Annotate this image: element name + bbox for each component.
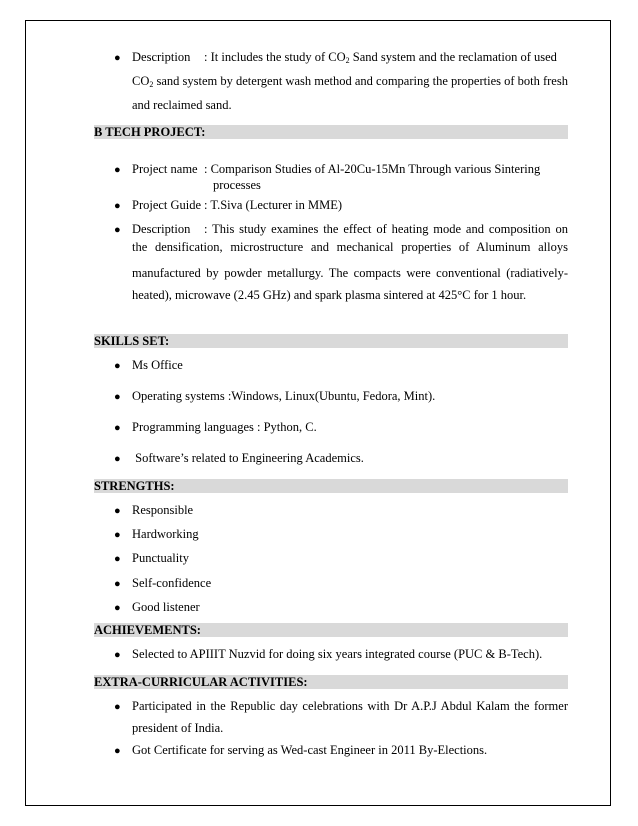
project-description-line1: : This study examines the effect of heating mode and composition on: [204, 222, 568, 236]
strength-item: Punctuality: [132, 551, 189, 565]
bullet: ●: [114, 505, 121, 517]
extracurricular-item1-line1: Participated in the Republic day celebrations with Dr A.P.J Abdul Kalam the former: [132, 699, 568, 713]
extracurricular-item1-line2: president of India.: [132, 721, 224, 735]
section-heading-skills: SKILLS SET:: [94, 334, 568, 348]
intro-description-line3: and reclaimed sand.: [132, 98, 232, 112]
section-heading-achievements: ACHIEVEMENTS:: [94, 623, 568, 637]
intro-description-line1: : It includes the study of $CO_2$ Sand system and the reclamation of used: [204, 50, 557, 65]
strength-item: Good listener: [132, 600, 200, 614]
bullet: ●: [114, 52, 121, 64]
bullet: ●: [114, 391, 121, 403]
bullet: ●: [114, 360, 121, 372]
project-description-line3: manufactured by powder metallurgy. The compacts were conventional (radiatively-: [132, 266, 568, 280]
project-guide-label: Project Guide: [132, 198, 202, 212]
extracurricular-item2: Got Certificate for serving as Wed-cast Engineer in 2011 By-Elections.: [132, 743, 488, 757]
project-name-value: : Comparison Studies of Al-20Cu-15Mn Through various Sintering: [204, 162, 541, 176]
project-description-line4: heated), microwave (2.45 GHz) and spark plasma sintered at 425°C for 1 hour.: [132, 288, 527, 302]
bullet: ●: [114, 602, 121, 614]
section-heading-strengths: STRENGTHS:: [94, 479, 568, 493]
section-heading-extracurricular: EXTRA-CURRICULAR ACTIVITIES:: [94, 675, 568, 689]
strength-item: Self-confidence: [132, 576, 212, 590]
intro-description-line2: $CO_2$ sand system by detergent wash method and comparing the properties of both fresh: [132, 74, 568, 89]
bullet: ●: [114, 422, 121, 434]
bullet: ●: [114, 200, 121, 212]
bullet: ●: [114, 453, 121, 465]
skill-item: Programming languages : Python, C.: [132, 420, 317, 434]
project-guide-value: : T.Siva (Lecturer in MME): [204, 198, 343, 212]
bullet: ●: [114, 529, 121, 541]
project-description-line2: the densification, microstructure and mechanical properties of Aluminum alloys: [132, 240, 568, 254]
bullet: ●: [114, 578, 121, 590]
bullet: ●: [114, 745, 121, 757]
bullet: ●: [114, 224, 121, 236]
bullet: ●: [114, 164, 121, 176]
intro-description-label: Description: [132, 50, 191, 64]
strength-item: Responsible: [132, 503, 194, 517]
skill-item: Software’s related to Engineering Academics.: [132, 451, 364, 465]
achievement-item: Selected to APIIIT Nuzvid for doing six years integrated course (PUC & B-Tech).: [132, 647, 543, 661]
bullet: ●: [114, 701, 121, 713]
section-heading-btech: B TECH PROJECT:: [94, 125, 568, 139]
project-name-label: Project name: [132, 162, 198, 176]
skill-item: Operating systems :Windows, Linux(Ubuntu, Fedora, Mint).: [132, 389, 436, 403]
bullet: ●: [114, 553, 121, 565]
skill-item: Ms Office: [132, 358, 183, 372]
bullet: ●: [114, 649, 121, 661]
project-name-value-cont: processes: [213, 178, 261, 192]
strength-item: Hardworking: [132, 527, 199, 541]
project-description-label: Description: [132, 222, 191, 236]
